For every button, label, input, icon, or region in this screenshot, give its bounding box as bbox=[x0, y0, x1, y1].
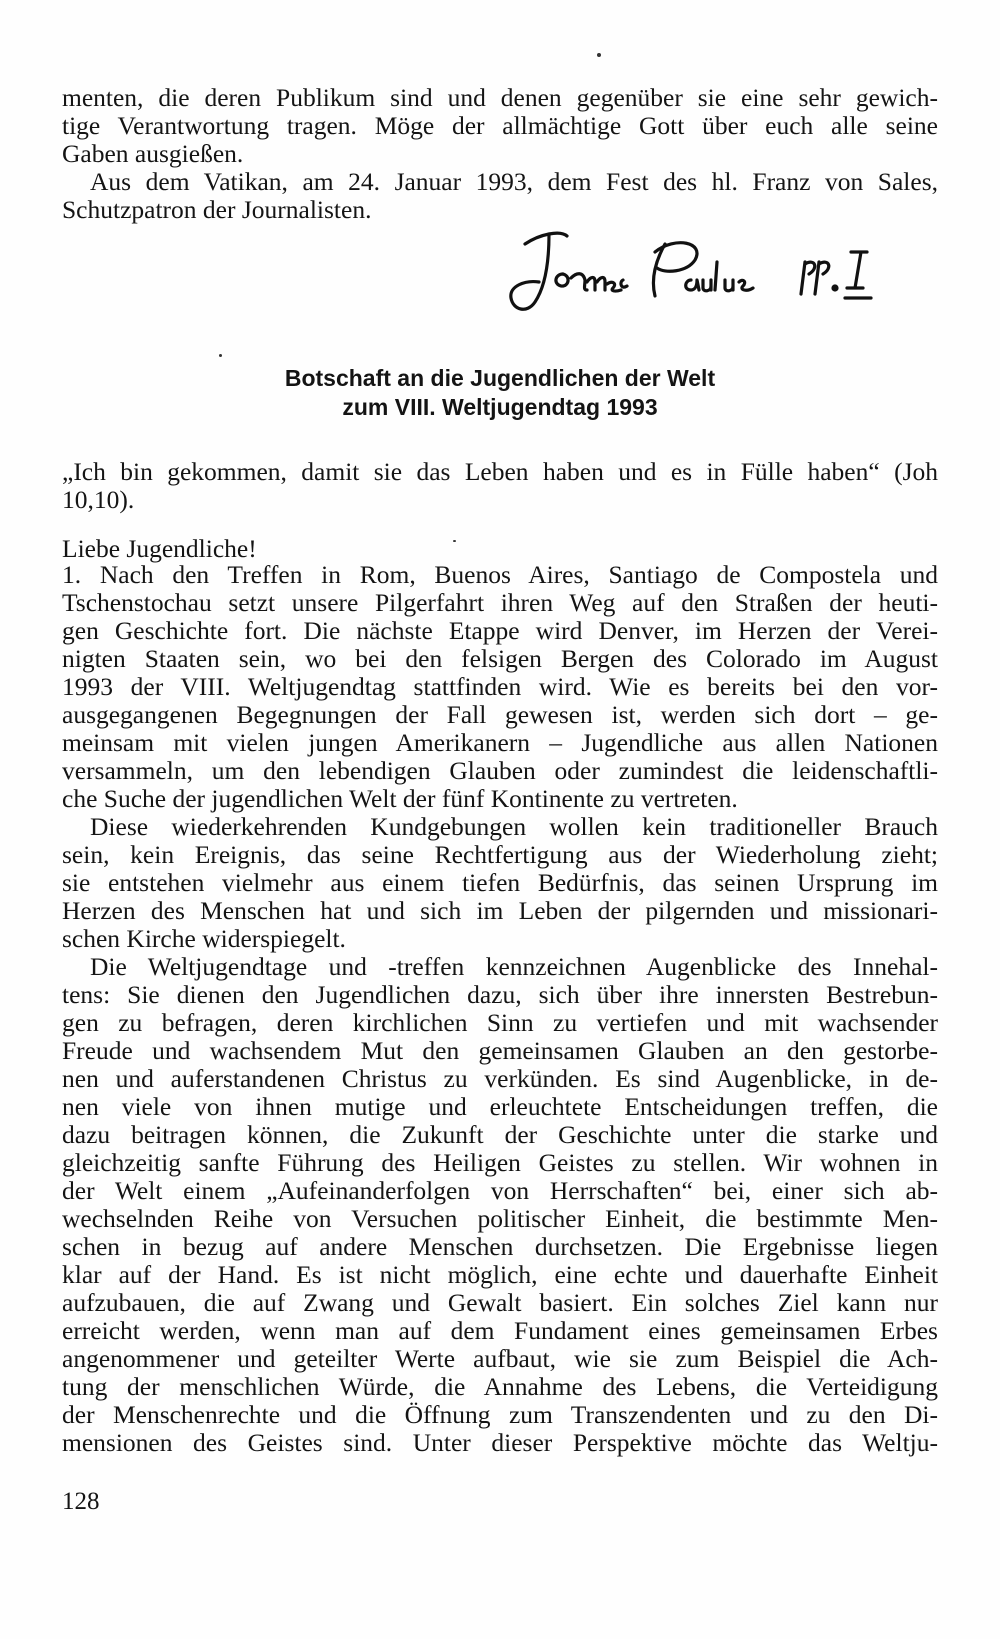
text-line: aufzubauen, die auf Zwang und Gewalt basiert. Ein solches Ziel kann nur bbox=[62, 1288, 938, 1317]
text-line: Die Weltjugendtage und -treffen kennzeichnen Augenblicke des Innehal- bbox=[90, 952, 938, 981]
text-line: Freude und wachsendem Mut den gemeinsamen Glauben an den gestorbe- bbox=[62, 1036, 938, 1065]
text-line: Schutzpatron der Journalisten. bbox=[62, 195, 372, 224]
scan-speck bbox=[597, 53, 601, 57]
text-line: sein, kein Ereignis, das seine Rechtfertigung aus der Wiederholung zieht; bbox=[62, 840, 938, 869]
text-line: schen Kirche widerspiegelt. bbox=[62, 924, 346, 953]
page-number: 128 bbox=[62, 1488, 100, 1515]
section-heading bbox=[0, 364, 1000, 422]
signature bbox=[505, 222, 965, 327]
text-line: ausgegangenen Begegnungen der Fall gewesen ist, werden sich dort – ge- bbox=[62, 700, 938, 729]
heading-line-2: zum VIII. Weltjugendtag 1993 bbox=[342, 394, 658, 420]
text-line: nigten Staaten sein, wo bei den felsigen Bergen des Colorado im August bbox=[62, 644, 938, 673]
paragraph-2 bbox=[62, 813, 938, 953]
text-line: nen viele von ihnen mutige und erleuchtete Entscheidungen treffen, die bbox=[62, 1092, 938, 1121]
paragraph-1 bbox=[62, 561, 938, 813]
text-line: der Welt einem „Aufeinanderfolgen von Herrschaften“ bei, einer sich ab- bbox=[62, 1176, 938, 1205]
text-line: Aus dem Vatikan, am 24. Januar 1993, dem Fest des hl. Franz von Sales, bbox=[90, 167, 938, 196]
heading-line-1: Botschaft an die Jugendlichen der Welt bbox=[284, 365, 716, 391]
text-line: gleichzeitig sanfte Führung des Heiligen Geistes zu stellen. Wir wohnen in bbox=[62, 1148, 938, 1177]
text-line: Diese wiederkehrenden Kundgebungen wollen kein traditioneller Brauch bbox=[90, 812, 938, 841]
text-line: tung der menschlichen Würde, die Annahme des Lebens, die Verteidigung bbox=[62, 1372, 938, 1401]
paragraph-3 bbox=[62, 953, 938, 1457]
text-line: Herzen des Menschen hat und sich im Leben der pilgernden und missionari- bbox=[62, 896, 938, 925]
text-line: angenommener und geteilter Werte aufbaut, wie sie zum Beispiel die Ach- bbox=[62, 1344, 938, 1373]
text-line: tige Verantwortung tragen. Möge der allmächtige Gott über euch alle seine bbox=[62, 111, 938, 140]
text-line: mensionen des Geistes sind. Unter dieser Perspektive möchte das Weltju- bbox=[62, 1428, 938, 1457]
signature-image bbox=[505, 222, 965, 327]
text-line: gen Geschichte fort. Die nächste Etappe wird Denver, im Herzen der Verei- bbox=[62, 616, 938, 645]
motto-quote bbox=[62, 458, 938, 514]
greeting bbox=[62, 535, 938, 563]
text-line: sie entstehen vielmehr aus einem tiefen Bedürfnis, das seinen Ursprung im bbox=[62, 868, 938, 897]
greeting-text: Liebe Jugendliche! bbox=[62, 534, 257, 563]
text-line: erreicht werden, wenn man auf dem Fundament eines gemeinsamen Erbes bbox=[62, 1316, 938, 1345]
text-line: 1993 der VIII. Weltjugendtag stattfinden wird. Wie es bereits bei den vor- bbox=[62, 672, 938, 701]
text-line: Gaben ausgießen. bbox=[62, 139, 244, 168]
scan-speck bbox=[219, 354, 222, 357]
text-line: 10,10). bbox=[62, 485, 135, 514]
text-line: nen und auferstandenen Christus zu verkünden. Es sind Augenblicke, in de- bbox=[62, 1064, 938, 1093]
text-line: wechselnden Reihe von Versuchen politischer Einheit, die bestimmte Men- bbox=[62, 1204, 938, 1233]
text-line: tens: Sie dienen den Jugendlichen dazu, sich über ihre innersten Bestrebun- bbox=[62, 980, 938, 1009]
text-line: schen in bezug auf andere Menschen durchsetzen. Die Ergebnisse liegen bbox=[62, 1232, 938, 1261]
text-line: dazu beitragen können, die Zukunft der Geschichte unter die starke und bbox=[62, 1120, 938, 1149]
text-line: meinsam mit vielen jungen Amerikanern – Jugendliche aus allen Nationen bbox=[62, 728, 938, 757]
text-line: che Suche der jugendlichen Welt der fünf Kontinente zu vertreten. bbox=[62, 784, 738, 813]
top-paragraph bbox=[62, 84, 938, 168]
text-line: menten, die deren Publikum sind und denen gegenüber sie eine sehr gewich- bbox=[62, 83, 938, 112]
text-line: der Menschenrechte und die Öffnung zum Transzendenten und zu den Di- bbox=[62, 1400, 938, 1429]
text-line: gen zu befragen, deren kirchlichen Sinn zu vertiefen und mit wachsender bbox=[62, 1008, 938, 1037]
text-line: „Ich bin gekommen, damit sie das Leben haben und es in Fülle haben“ (Joh bbox=[62, 457, 938, 486]
text-line: Tschenstochau setzt unsere Pilgerfahrt ihren Weg auf den Straßen der heuti- bbox=[62, 588, 938, 617]
text-line: klar auf der Hand. Es ist nicht möglich, eine echte und dauerhafte Einheit bbox=[62, 1260, 938, 1289]
text-line: versammeln, um den lebendigen Glauben oder zumindest die leidenschaftli- bbox=[62, 756, 938, 785]
text-line: 1. Nach den Treffen in Rom, Buenos Aires, Santiago de Compostela und bbox=[62, 560, 938, 589]
closing-paragraph bbox=[62, 168, 938, 224]
